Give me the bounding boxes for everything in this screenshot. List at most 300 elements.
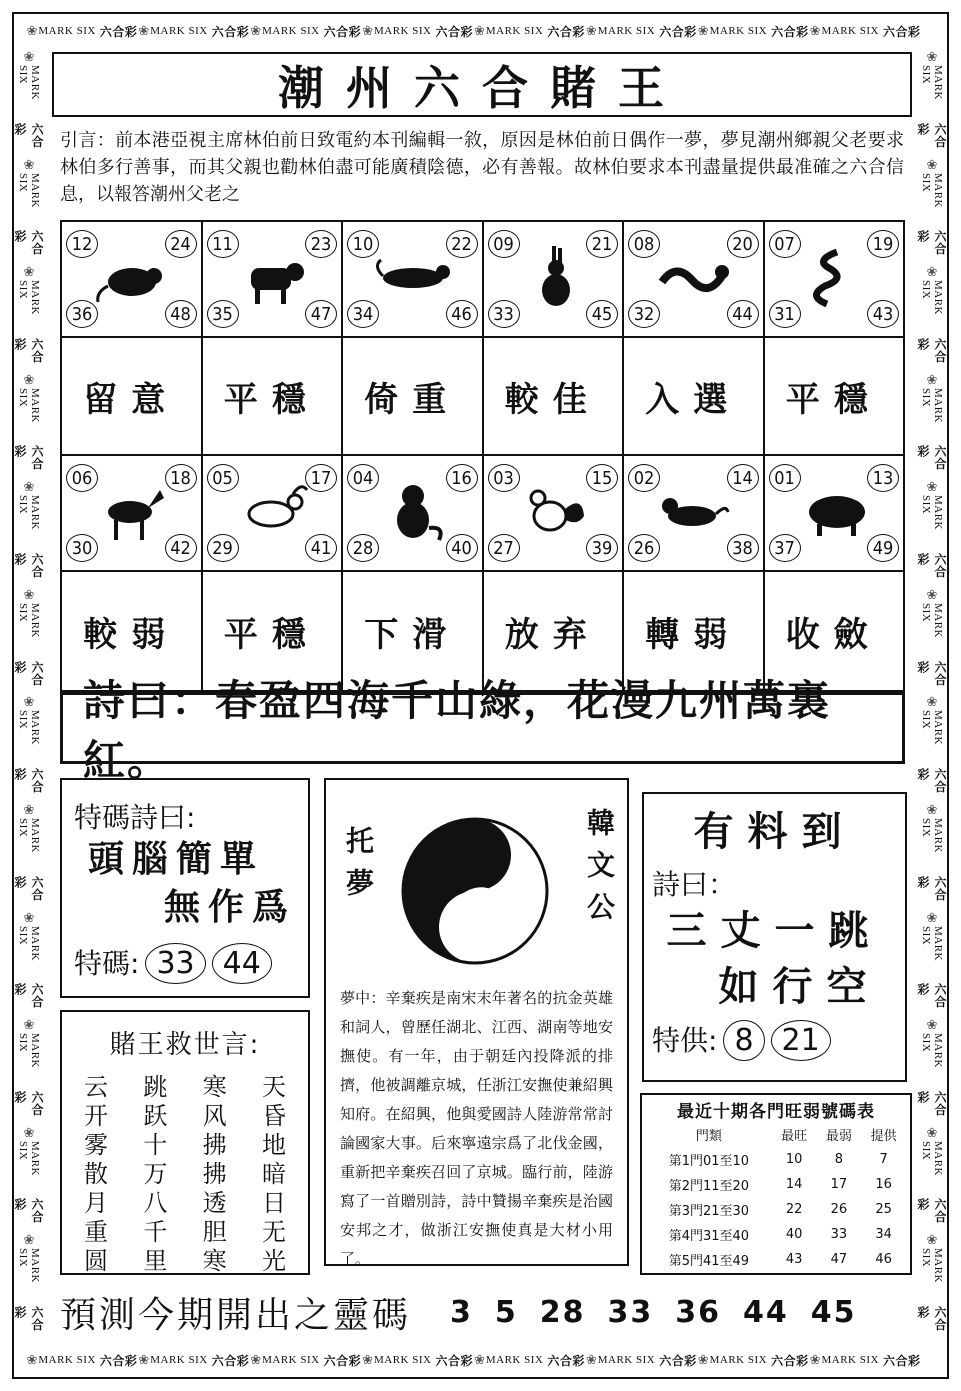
saying-column xyxy=(262,1073,286,1276)
zodiac-animal-cell xyxy=(62,456,203,572)
watermark-brand: 六合彩 xyxy=(211,24,250,39)
watermark-brand: 六合彩 xyxy=(13,983,44,1009)
zodiac-number: 17 xyxy=(305,464,337,492)
saying-char: 寒 xyxy=(202,1247,227,1275)
flower-icon: ❀ xyxy=(585,1352,597,1368)
flower-icon: ❀ xyxy=(809,23,821,39)
watermark-text: MARK SIX xyxy=(17,280,41,316)
flower-icon: ❀ xyxy=(697,1352,709,1368)
saying-char: 圆 xyxy=(84,1247,108,1275)
watermark-label xyxy=(598,23,697,40)
dragon-icon xyxy=(656,242,732,312)
watermark-text: MARK SIX xyxy=(920,387,944,423)
saying-char: 无 xyxy=(261,1218,286,1246)
watermark-label xyxy=(915,603,949,696)
flower-icon: ❀ xyxy=(926,1125,938,1141)
watermark-text: MARK SIX xyxy=(920,495,944,531)
saying-char: 拂 xyxy=(202,1131,227,1159)
watermark-label xyxy=(915,710,949,803)
watermark-brand: 六合彩 xyxy=(99,1353,138,1368)
flower-icon: ❀ xyxy=(23,1018,35,1034)
watermark-label xyxy=(915,173,949,266)
zodiac-animal-cell xyxy=(484,456,625,572)
watermark-label xyxy=(374,23,473,40)
table-header: 最弱 xyxy=(825,1129,852,1144)
watermark-label xyxy=(262,23,361,40)
zodiac-number: 48 xyxy=(165,300,197,328)
watermark-text: MARK SIX xyxy=(38,25,96,37)
watermark-band-top xyxy=(26,12,921,50)
zodiac-fortune: 留意 xyxy=(62,338,203,456)
tema-code-label: 特碼: xyxy=(74,947,140,980)
watermark-text: MARK SIX xyxy=(920,1140,944,1176)
table-cell: 47 xyxy=(830,1252,848,1267)
zodiac-number: 33 xyxy=(488,300,520,328)
youliao-label: 詩曰： xyxy=(652,868,737,901)
youliao-line1: 三丈一跳 xyxy=(666,908,883,954)
saying-char: 里 xyxy=(143,1247,168,1275)
watermark-text: MARK SIX xyxy=(920,602,944,638)
zodiac-number: 27 xyxy=(488,534,520,562)
zodiac-animal-cell xyxy=(484,222,625,338)
zodiac-number: 05 xyxy=(207,464,239,492)
zodiac-fortune: 平穩 xyxy=(203,338,344,456)
snake-icon xyxy=(797,242,873,312)
watermark-text: MARK SIX xyxy=(262,1354,320,1366)
saying-char: 万 xyxy=(143,1160,168,1188)
flower-icon: ❀ xyxy=(250,1352,262,1368)
zodiac-number: 38 xyxy=(727,534,759,562)
prediction-number: 33 xyxy=(607,1294,654,1330)
flower-icon: ❀ xyxy=(23,480,35,496)
watermark-label xyxy=(915,1141,949,1234)
table-row xyxy=(646,1197,906,1222)
watermark-label xyxy=(915,388,949,481)
flower-icon: ❀ xyxy=(23,1233,35,1249)
watermark-text: MARK SIX xyxy=(38,1354,96,1366)
zodiac-number: 14 xyxy=(727,464,759,492)
title-box xyxy=(52,52,912,117)
zodiac-number: 29 xyxy=(207,534,239,562)
watermark-brand: 六合彩 xyxy=(13,230,44,256)
watermark-brand: 六合彩 xyxy=(916,768,947,794)
zodiac-number: 23 xyxy=(305,230,337,258)
watermark-brand: 六合彩 xyxy=(916,1305,947,1331)
watermark-brand: 六合彩 xyxy=(771,24,809,39)
saying-char: 重 xyxy=(84,1218,108,1246)
table-row xyxy=(646,1172,906,1197)
flower-icon: ❀ xyxy=(362,23,374,39)
zodiac-animal-cell xyxy=(765,222,904,338)
monkey-icon xyxy=(375,476,451,546)
table-cell: 16 xyxy=(875,1177,892,1192)
youliao-box xyxy=(642,792,907,1082)
zodiac-number: 10 xyxy=(347,230,379,258)
table-header: 提供 xyxy=(870,1129,897,1144)
watermark-brand: 六合彩 xyxy=(13,1305,44,1331)
saying-column xyxy=(143,1073,167,1276)
saying-char: 千 xyxy=(143,1218,168,1246)
watermark-text: MARK SIX xyxy=(709,25,768,37)
watermark-label xyxy=(915,495,949,588)
main-content xyxy=(52,52,912,1336)
watermark-text: MARK SIX xyxy=(920,818,944,854)
prediction-number: 44 xyxy=(743,1294,789,1330)
tema-line1: 頭腦簡單 xyxy=(88,839,265,880)
zodiac-number: 08 xyxy=(628,230,660,258)
horse-icon xyxy=(94,476,170,546)
zodiac-grid xyxy=(60,220,905,692)
saying-char: 透 xyxy=(202,1189,227,1217)
flower-icon: ❀ xyxy=(23,265,35,281)
watermark-brand: 六合彩 xyxy=(323,1353,362,1368)
prediction-number: 5 xyxy=(494,1294,518,1330)
watermark-label xyxy=(12,603,46,696)
watermark-label xyxy=(374,1352,473,1369)
zodiac-fortune: 轉弱 xyxy=(624,572,765,690)
watermark-text: MARK SIX xyxy=(17,818,41,854)
table-cell: 14 xyxy=(785,1177,803,1192)
youliao-code: 21 xyxy=(771,1020,831,1061)
watermark-brand: 六合彩 xyxy=(547,24,585,39)
zodiac-number: 35 xyxy=(207,300,239,328)
table-cell: 34 xyxy=(875,1227,892,1242)
saying-char: 开 xyxy=(84,1102,108,1130)
watermark-text: MARK SIX xyxy=(17,1033,41,1069)
tuomeng-left-label: 托夢 xyxy=(342,826,375,910)
watermark-brand: 六合彩 xyxy=(13,1198,44,1224)
zodiac-number: 31 xyxy=(769,300,801,328)
zodiac-number: 37 xyxy=(769,534,801,562)
watermark-text: MARK SIX xyxy=(821,25,879,37)
rat-icon xyxy=(94,242,170,312)
tema-code: 44 xyxy=(212,943,272,984)
flower-icon: ❀ xyxy=(473,1352,485,1368)
watermark-band-bottom xyxy=(26,1341,921,1379)
youliao-supply-label: 特供: xyxy=(652,1024,718,1057)
watermark-text: MARK SIX xyxy=(920,1248,944,1284)
saying-char: 光 xyxy=(261,1247,286,1275)
zodiac-number: 06 xyxy=(66,464,98,492)
table-cell: 17 xyxy=(830,1177,848,1192)
watermark-label xyxy=(38,1352,137,1369)
watermark-label xyxy=(150,1352,249,1369)
watermark-text: MARK SIX xyxy=(17,710,41,746)
saying-char: 月 xyxy=(84,1189,108,1217)
zodiac-fortune: 下滑 xyxy=(343,572,484,690)
poem-banner: 詩曰：春盈四海千山綠，花漫九州萬裏紅。 xyxy=(60,692,905,764)
page-title: 潮州六合賭王 xyxy=(278,60,686,115)
zodiac-number: 32 xyxy=(628,300,660,328)
prediction-number: 3 xyxy=(450,1294,473,1330)
dog-icon xyxy=(656,476,732,546)
table-cell: 第2門11至20 xyxy=(668,1179,750,1194)
watermark-label xyxy=(915,65,949,158)
watermark-label xyxy=(12,710,46,803)
tiger-icon xyxy=(375,242,451,312)
flower-icon: ❀ xyxy=(362,1352,374,1368)
watermark-label xyxy=(915,926,949,1019)
watermark-brand: 六合彩 xyxy=(916,875,947,901)
watermark-label xyxy=(12,495,46,588)
zodiac-number: 44 xyxy=(727,300,759,328)
watermark-text: MARK SIX xyxy=(920,710,944,746)
saying-char: 天 xyxy=(261,1073,286,1101)
zodiac-number: 45 xyxy=(586,300,618,328)
zodiac-number: 30 xyxy=(66,534,98,562)
watermark-band-left xyxy=(10,50,48,1341)
watermark-label xyxy=(12,1141,46,1234)
flower-icon: ❀ xyxy=(23,587,35,603)
table-cell: 33 xyxy=(830,1227,848,1242)
watermark-label xyxy=(486,23,585,40)
saying-box xyxy=(60,1010,310,1275)
zodiac-number: 24 xyxy=(165,230,197,258)
zodiac-animal-cell xyxy=(624,222,765,338)
flower-icon: ❀ xyxy=(926,695,938,711)
zodiac-number: 46 xyxy=(446,300,478,328)
zodiac-number: 11 xyxy=(207,230,239,258)
table-cell: 8 xyxy=(834,1152,843,1167)
zodiac-number: 04 xyxy=(347,464,379,492)
watermark-label xyxy=(12,173,46,266)
zodiac-number: 19 xyxy=(867,230,899,258)
table-cell: 第4門31至40 xyxy=(668,1229,750,1244)
zodiac-animal-cell xyxy=(203,456,344,572)
flower-icon: ❀ xyxy=(926,372,938,388)
watermark-brand: 六合彩 xyxy=(882,1353,921,1368)
flower-icon: ❀ xyxy=(23,372,35,388)
saying-char: 十 xyxy=(143,1131,168,1159)
watermark-text: MARK SIX xyxy=(920,65,944,101)
watermark-brand: 六合彩 xyxy=(13,1090,44,1116)
zodiac-fortune: 較佳 xyxy=(484,338,625,456)
prediction-number: 28 xyxy=(539,1294,586,1330)
table-cell: 第1門01至10 xyxy=(668,1154,750,1169)
youliao-code: 8 xyxy=(723,1020,764,1061)
flower-icon: ❀ xyxy=(23,1125,35,1141)
watermark-text: MARK SIX xyxy=(920,925,944,961)
watermark-brand: 六合彩 xyxy=(211,1353,250,1368)
zodiac-fortune: 倚重 xyxy=(343,338,484,456)
zodiac-number: 41 xyxy=(305,534,337,562)
saying-char: 暗 xyxy=(261,1160,286,1188)
watermark-text: MARK SIX xyxy=(485,25,544,37)
stats-table-title: 最近十期各門旺弱號碼表 xyxy=(677,1102,875,1122)
flower-icon: ❀ xyxy=(138,23,150,39)
flower-icon: ❀ xyxy=(926,157,938,173)
watermark-label xyxy=(822,1352,921,1369)
zodiac-animal-cell xyxy=(624,456,765,572)
prediction-number: 36 xyxy=(675,1294,721,1330)
zodiac-number: 40 xyxy=(446,534,478,562)
watermark-brand: 六合彩 xyxy=(916,1198,947,1224)
watermark-label xyxy=(915,1248,949,1341)
watermark-brand: 六合彩 xyxy=(916,230,947,256)
watermark-label xyxy=(12,926,46,1019)
zodiac-number: 22 xyxy=(446,230,478,258)
saying-char: 日 xyxy=(261,1189,286,1217)
flower-icon: ❀ xyxy=(926,910,938,926)
watermark-text: MARK SIX xyxy=(17,495,41,531)
rooster-icon xyxy=(516,476,592,546)
watermark-brand: 六合彩 xyxy=(916,1090,947,1116)
prediction-label: 預測今期開出之靈碼 xyxy=(60,1294,412,1336)
watermark-text: MARK SIX xyxy=(374,1354,432,1366)
zodiac-number: 09 xyxy=(488,230,520,258)
watermark-brand: 六合彩 xyxy=(659,24,697,39)
saying-column xyxy=(203,1073,227,1276)
watermark-label xyxy=(262,1352,361,1369)
flower-icon: ❀ xyxy=(926,1018,938,1034)
zodiac-fortune: 入選 xyxy=(624,338,765,456)
watermark-brand: 六合彩 xyxy=(547,1353,585,1368)
rabbit-icon xyxy=(516,242,592,312)
table-cell: 7 xyxy=(879,1152,888,1167)
intro-text: 引言：前本港亞視主席林伯前日致電約本刊編輯一敘，原因是林伯前日偶作一夢，夢見潮州鄉親父老要求林伯多行善事，而其父親也勸林伯盡可能廣積陰德，必有善報。故林伯要求本刊盡量提供最准確之六合信息，以報答潮州父老之 xyxy=(60,130,904,205)
zodiac-number: 47 xyxy=(305,300,337,328)
flower-icon: ❀ xyxy=(926,587,938,603)
saying-char: 拂 xyxy=(202,1160,227,1188)
zodiac-animal-cell xyxy=(343,222,484,338)
saying-char: 地 xyxy=(261,1131,286,1159)
zodiac-number: 03 xyxy=(488,464,520,492)
watermark-label xyxy=(915,1033,949,1126)
watermark-text: MARK SIX xyxy=(17,1248,41,1284)
watermark-label xyxy=(710,1352,809,1369)
tuomeng-right-label: 韓文公 xyxy=(583,808,616,934)
watermark-label xyxy=(12,1248,46,1341)
goat-icon xyxy=(235,476,311,546)
saying-char: 八 xyxy=(143,1189,168,1217)
table-row xyxy=(646,1222,906,1247)
watermark-brand: 六合彩 xyxy=(13,660,44,686)
flower-icon: ❀ xyxy=(23,50,35,65)
saying-char: 寒 xyxy=(202,1073,227,1101)
zodiac-number: 26 xyxy=(628,534,660,562)
watermark-band-right xyxy=(913,50,951,1341)
table-cell: 40 xyxy=(785,1227,803,1242)
zodiac-fortune: 放弃 xyxy=(484,572,625,690)
tema-code: 33 xyxy=(145,943,205,984)
watermark-label xyxy=(150,23,249,40)
watermark-label xyxy=(12,1033,46,1126)
watermark-brand: 六合彩 xyxy=(13,337,44,363)
table-cell: 43 xyxy=(785,1252,803,1267)
zodiac-number: 13 xyxy=(867,464,899,492)
table-cell: 25 xyxy=(875,1202,892,1217)
watermark-text: MARK SIX xyxy=(920,1033,944,1069)
saying-title: 賭王救世言: xyxy=(109,1030,261,1060)
flower-icon: ❀ xyxy=(926,480,938,496)
watermark-text: MARK SIX xyxy=(17,925,41,961)
zodiac-number: 49 xyxy=(867,534,899,562)
tuomeng-box xyxy=(324,778,629,1271)
flower-icon: ❀ xyxy=(138,1352,150,1368)
table-cell: 第5門41至49 xyxy=(668,1254,750,1269)
table-row xyxy=(646,1247,906,1272)
watermark-brand: 六合彩 xyxy=(13,768,44,794)
flower-icon: ❀ xyxy=(473,23,485,39)
zodiac-number: 42 xyxy=(165,534,197,562)
zodiac-animal-cell xyxy=(62,222,203,338)
table-cell: 22 xyxy=(785,1202,803,1217)
prediction-row xyxy=(60,1282,905,1342)
saying-char: 跃 xyxy=(143,1102,168,1130)
zodiac-fortune: 收斂 xyxy=(785,614,882,655)
watermark-brand: 六合彩 xyxy=(13,445,44,471)
zodiac-number: 02 xyxy=(628,464,660,492)
youliao-head: 有料到 xyxy=(693,809,856,855)
zodiac-number: 01 xyxy=(769,464,801,492)
zodiac-number: 34 xyxy=(347,300,379,328)
watermark-brand: 六合彩 xyxy=(323,24,362,39)
watermark-brand: 六合彩 xyxy=(99,24,138,39)
zodiac-number: 43 xyxy=(867,300,899,328)
ox-icon xyxy=(235,242,311,312)
zodiac-number: 28 xyxy=(347,534,379,562)
flower-icon: ❀ xyxy=(23,803,35,819)
flower-icon: ❀ xyxy=(697,23,709,39)
flower-icon: ❀ xyxy=(926,50,938,65)
tema-line2: 無作爲 xyxy=(163,887,296,928)
zodiac-number: 12 xyxy=(66,230,98,258)
watermark-brand: 六合彩 xyxy=(916,983,947,1009)
watermark-text: MARK SIX xyxy=(374,25,432,37)
watermark-brand: 六合彩 xyxy=(916,660,947,686)
zodiac-number: 36 xyxy=(66,300,98,328)
zodiac-number: 07 xyxy=(769,230,801,258)
watermark-text: MARK SIX xyxy=(17,172,41,208)
flower-icon: ❀ xyxy=(26,1352,38,1368)
watermark-brand: 六合彩 xyxy=(916,552,947,578)
watermark-text: MARK SIX xyxy=(17,65,41,101)
saying-char: 散 xyxy=(84,1160,108,1188)
stats-table xyxy=(646,1122,906,1272)
table-cell: 10 xyxy=(785,1152,803,1167)
watermark-text: MARK SIX xyxy=(150,25,208,37)
watermark-label xyxy=(12,818,46,911)
watermark-brand: 六合彩 xyxy=(435,24,473,39)
saying-char: 云 xyxy=(84,1073,108,1101)
watermark-text: MARK SIX xyxy=(920,172,944,208)
watermark-brand: 六合彩 xyxy=(882,24,921,39)
zodiac-fortune: 平穩 xyxy=(765,338,904,456)
table-header: 門類 xyxy=(695,1129,722,1144)
flower-icon: ❀ xyxy=(585,23,597,39)
watermark-text: MARK SIX xyxy=(17,1140,41,1176)
flower-icon: ❀ xyxy=(809,1352,821,1368)
watermark-label xyxy=(598,1352,697,1369)
prediction-number: 45 xyxy=(810,1294,857,1330)
zodiac-fortune: 平穩 xyxy=(203,572,344,690)
watermark-text: MARK SIX xyxy=(597,1354,656,1366)
flower-icon: ❀ xyxy=(926,1233,938,1249)
zodiac-number: 18 xyxy=(165,464,197,492)
flower-icon: ❀ xyxy=(23,910,35,926)
watermark-text: MARK SIX xyxy=(17,387,41,423)
watermark-text: MARK SIX xyxy=(597,25,656,37)
watermark-label xyxy=(38,23,137,40)
flower-icon: ❀ xyxy=(23,157,35,173)
watermark-brand: 六合彩 xyxy=(435,1353,473,1368)
table-header: 最旺 xyxy=(781,1129,808,1144)
watermark-label xyxy=(12,280,46,373)
tema-box xyxy=(60,778,310,998)
table-cell: 26 xyxy=(830,1202,848,1217)
saying-char: 风 xyxy=(202,1102,227,1130)
saying-char: 胆 xyxy=(202,1218,227,1246)
